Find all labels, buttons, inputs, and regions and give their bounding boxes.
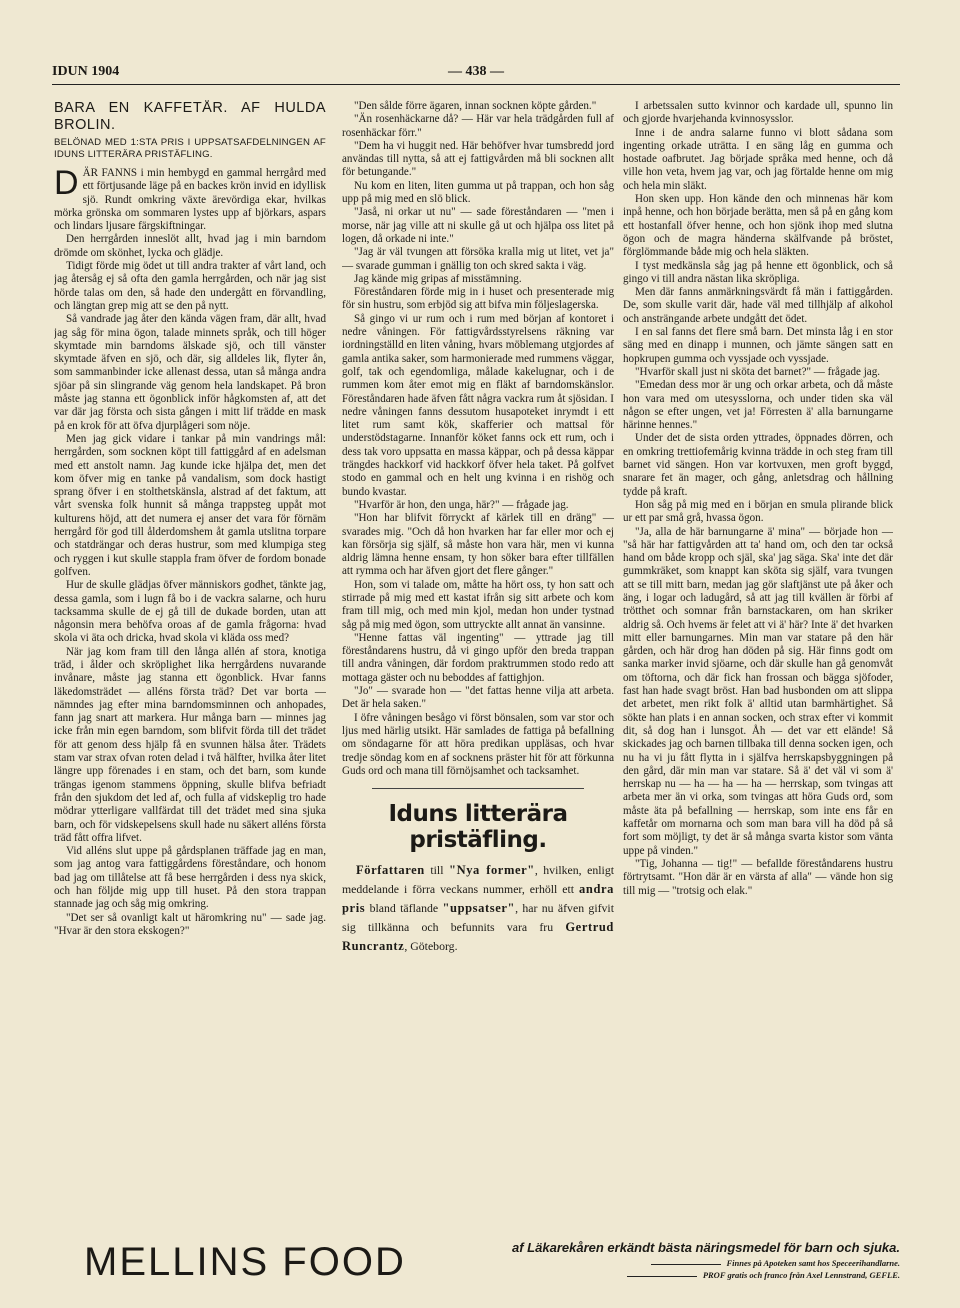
paragraph: "Hvarför skall just ni sköta det barnet?" — frågade jag. (635, 365, 881, 378)
journal-name: IDUN 1904 (52, 64, 120, 79)
paragraph: "Den sålde förre ägaren, innan socknen köpte gården." (354, 100, 597, 112)
ad-tagline: af Läkarekåren erkändt bästa näringsmedel för barn och sjuka. (512, 1240, 900, 1255)
paragraph: I tyst medkänsla såg jag på henne ett ögonblick, och så gingo vi till andra nästan lika skröpliga. (623, 259, 893, 285)
contest-work-title: "Nya former" (449, 863, 535, 878)
paragraph: Föreståndaren förde mig in i huset och presenterade mig för sin hustru, som erbjöd sig att bifva min följeslagerska. (342, 286, 614, 312)
contest-notice (342, 861, 614, 956)
paragraph: "Dem ha vi huggit ned. Här behöfver hvar tumsbredd jord användas till nytta, så att ej fattigvården må bli socknen allt för betungande." (342, 139, 614, 179)
paragraph: Så gingo vi ur rum och i rum med början af kontoret i nedre våningen. För fattigvårdsstyrelsens räkning var iordningställd en liten våning, hvars möblemang utgjordes af gamla antika saker, som harmonierade med rummens väggar, golf, tak och egendomliga, målade kakelugnar, och i de rummen kom åter emot mig en fläkt af barndomskänslor. Föreståndaren hade äfven fått några vackra rum åt sjösidan. I nedre våningen fanns dessutom husapoteket inrymdt i ett litet rum samt kök, skafferier och mattsal för understödstagarne. Innanför köket fanns ock ett rum, och i dess tak voro uppsatta en massa käppar, och på dessa käppar trängdes hackkorf vid hackkorf öfver hela taket. På golfvet stodo en gammal och en helt ung kvinna i en rishög och bundo kvastar. (342, 312, 614, 498)
contest-heading: Iduns litterära pristäfling. (388, 801, 568, 854)
ad-sample-offer: PROF gratis och franco från Axel Lennstrand, GEFLE. (627, 1270, 900, 1280)
paragraph: "Henne fattas väl ingenting" — yttrade jag till föreståndarens hustru, då vi gingo upför den breda trappan till andra våningen, där fordom praktrummen stodo redo att mottaga gäster och nu beboddes af fattighjon. (342, 631, 614, 684)
paragraph: "Jo" — svarade hon — "det fattas henne vilja att arbeta. Det är hela saken." (342, 685, 614, 711)
contest-prize: andra pris (342, 882, 614, 916)
paragraph: Den herrgården inneslöt allt, hvad jag i min barndom drömde om skönhet, lycka och glädje. (54, 233, 326, 259)
paragraph: Hon sken upp. Hon kände den och minnenas här kom inpå henne, och hon började berätta, men så på en gång kom ett hostanfall öfver henne, och hon sjönk ihop med slutna ögon och de magra händerna skälfvande på bröstet, förglömmande både mig och hela släkten. (623, 193, 893, 259)
paragraph: "Jaså, ni orkar ut nu" — sade föreståndaren — "men i morse, när jag ville att ni skulle gå ut och hjälpa oss litet på logen, då orkade ni inte." (342, 206, 614, 245)
column-3 (623, 100, 893, 1240)
column-2 (342, 100, 614, 1240)
paragraph: I arbetssalen sutto kvinnor och kardade ull, spunno lin och gjorde hvarjehanda kvinnosysslor. (623, 100, 893, 126)
page-number: — 438 — (448, 64, 504, 79)
col1-paragraphs (54, 233, 326, 938)
paragraph: "Emedan dess mor är ung och orkar arbeta, och då måste hon vara med om utesysslorna, och under tiden ska väl någon se efter ungen, vet ja! Förresten ä' alla barnungarne härinne hennes." (623, 379, 893, 432)
ad-availability: Finnes på Apoteken samt hos Speceerihandlarne. (651, 1258, 900, 1268)
contest-text: , har nu äfven gifvit sig tillkänna och befunnits vara fru (342, 901, 614, 935)
contest-text: , hvilken, enligt meddelande i förra veckans nummer, erhöll ett (342, 863, 614, 897)
paragraph: Men där fanns anmärkningsvärdt få män i fattiggården. De, som skulle varit där, hade väl med tillhjälp af alkohol och ansträngande arbete undgått det ödet. (623, 286, 893, 325)
section-divider (372, 788, 584, 789)
paragraph: Jag kände mig gripas af misstämning. (354, 272, 522, 285)
paragraph: "Jag är väl tvungen att försöka kralla mig ut litet, vet ja" — svarade gumman i gnällig ton och skred sakta i väg. (342, 246, 614, 272)
paragraph: Tidigt förde mig ödet ut till andra trakter af vårt land, och jag återsåg ej så ofta den gamla herrgården, och när jag sist hörde talas om den, så hade den undergått en förvandling, och längtan grep mig att se den på nytt. (54, 260, 326, 312)
paragraph: Så vandrade jag åter den kända vägen fram, där allt, hvad jag såg för mina ögon, talade minnets språk, och till höger skymtade min barndoms älskade sjö, och till vänster skymtade äfven en sjö, och där, sig alldeles lik, flyter ån, som sammanbinder icke allenast dessa, utan så många andra sjöar på sin slingrande väg genom hela landskapet. På bron måste jag stanna ett ögonblick inför hågkomsten af, att det var där jag första och sista gången i mitt lif trädde en mask på en krok för att öfva djurplågeri som nöje. (54, 313, 326, 432)
contest-author: Gertrud Runcrantz (342, 920, 614, 954)
drop-cap: D (54, 164, 79, 202)
story-subtitle: BELÖNAD MED 1:STA PRIS I UPPSATSAFDELNINGEN AF IDUNS LITTERÄRA PRISTÄFLING. (54, 137, 326, 160)
paragraph: När jag kom fram till den långa allén af stora, knotiga träd, i ålder och skröplighet lika herrgårdens nuvarande invånare, måste jag stanna ett ögonblick. Hvar fanns läkedomsträdet — alléns första träd? Det var borta — nämndes jag efter mina barndomsminnen och anhopades, fann jag snart att markera. Hur många barn — minnes jag icke från min egen barndom, som blifvit förda till det trädet för att genom dess hjälp få en svunnen hälsa åter. Trädets stam var strax ofvan roten delad i två hälfter, hvilka åter litet längre upp förenades i en stam, och det barn, som kunde trängas igenom stammens öppning, skulle blifva befriadt från den sjukdom det led af, och fulla af vidskeplig tro hade mödrar ytterligare vallfärdat till det trädet med sina sjuka barn, och för vidskepelsens skull hade nu säkert alléns första träd fått offra lifvet. (54, 645, 326, 844)
advertisement (52, 1240, 900, 1282)
opening-text: ÄR FANNS i min hembygd en gammal herrgård med ett förtjusande läge på en backes krön invid en idyllisk sjö. Rundt omkring växte ärevördiga ekar, hvilkas mörka grönska om sommaren lystes upp af björkars, aspars och lindars ljusare färgskiftningar. (54, 167, 326, 233)
paragraph: Hon såg på mig med en i början en smula plirande blick ur ett par små grå, hvassa ögon. (623, 498, 893, 525)
contest-lead: Författaren (356, 863, 425, 878)
paragraph: I öfre våningen besågo vi först bönsalen, som var stor och ljus med härlig utsikt. Här samlades de fattiga på befallning om söndagarne för att höra predikan uppläsas, och hvar tredje söndag kom en af socknens präster hit för att förkunna Guds ord och mana till förnöjsamhet och tacksamhet. (342, 711, 614, 777)
paragraph: "Hvarför är hon, den unga, här?" — frågade jag. (354, 498, 569, 511)
paragraph: "Tig, Johanna — tig!" — befallde föreståndarens hustru förtrytsamt. "Hon där är en värsta af alla" — vände hon sig till mig — "trotsig och elak." (623, 857, 893, 897)
paragraph: I en sal fanns det flere små barn. Det minsta låg i en stor säng med en dinapp i munnen, och jämte sängen satt en hopkrupen gumma och vyssjade och vyssjade. (623, 326, 893, 365)
contest-text: bland täflande (369, 901, 439, 916)
paragraph: Nu kom en liten, liten gumma ut på trappan, och hon såg upp på mig med en slö blick. (342, 179, 614, 206)
paragraph: Hon, som vi talade om, måtte ha hört oss, ty hon satt och stirrade på mig med ett kastat ifrån sig sitt arbete och kom fram till mig, och med min kjol, medan hon under tystnad såg på mig med ögon, som uttryckte allt annat än vansinne. (342, 578, 614, 631)
paragraph: Hur de skulle glädjas öfver människors godhet, tänkte jag, dessa gamla, som i lugn få bo i de vackra salarne, och huru tacksamma skulle de ej gå till de dukade borden, utan att någonsin mera behöfva oroas af de gamla frågorna: hvad skola vi äta och dricka, hvad skola vi kläda oss med? (54, 579, 326, 645)
contest-text: , Göteborg. (404, 939, 458, 954)
story-title: BARA EN KAFFETÅR. AF HULDA BROLIN. (54, 100, 326, 133)
paragraph: Men jag gick vidare i tankar på min vandrings mål: herrgården, som socknen köpt till fattiggård af en adelsman med ett anstolt namn. Jag kunde icke hjälpa det, men det kom öfver mig en tanke på vandalism, som dock hastigt sprang öfver i en stolthetskänsla, alstrad af det faktum, att vårt svenska folk hunnit så många trappsteg uppåt mot kulturens höjd, att det numera ej anser det vara för förnäm herrgård för god till ålderdomshem åt gamla utslitna torpare och statdrängar och deras hustrur, som med klumpiga steg och ryggen i kut skulle stappla fram öfver de fordom bonade golfven. (54, 432, 326, 578)
paragraph: "Hon har blifvit förryckt af kärlek till en dräng" — svarades mig. "Och då hon hvarken har far eller mor och ej kan försörja sig själf, så måste hon vara här, men vi kunna aldrig lämna henne ensam, ty hon söker bara efter tillfällen att rymma och har äfven gjort det flere gånger." (342, 512, 614, 578)
contest-category: "uppsatser" (442, 901, 516, 916)
paragraph: "Det ser så ovanligt kalt ut häromkring nu" — sade jag. "Hvar är den stora ekskogen?" (54, 911, 326, 937)
paragraph: "Ja, alla de här barnungarne ä' mina" — började hon — "så här har fattigvården att ta' hand om, och den tar också hand om både kropp och själ, ska' jag säga. Ska' inte det där gummkräket, som knappt kan sköta sig själf, vara tvungen att se till mitt barn, medan jag gör slaftjänst ute på åker och äng, i logar och ladugård, så att jag till kvällen är förbi af trötthet och somnar från barnstackaren, om han skriker aldrig så. Och hvems är felet att vi ä' här? Inte ä' det hvarken mitt eller barnungarnes. Min man var statare på den här gården, och här drog han döden på sig. Här finns godt om sanka marker invid sjöarne, och där skulle han gå genomvåt om töftorna, och där fick han frossan och bägga sjöfoder, fast han hade svagt bröst. Han bad husbonden om att slippa det arbetet, men rikt folk ä' alltid utan barmhärtighet. Så sökte han plats i en annan socken, och strax efter vi kommit dit, så dog han i lunsgot. Åh — det var ett elände! Så skickades jag och barnen tillbaka till denna socken igen, och nu ha vi ju fått flytta in i själfva herrskapsbyggningen på den gård, där min man var statare. Så ä' det väl vi som ä' herrskap nu — ha — ha — ha — herrskap, som tvingas att arbeta mer än vi orka, som tvingas att höra Guds ord, som måste äta på befallning — herrskap, som inte ens får en kaffetår om mornarna och som man bara vill ha död på så fort som möjligt, ty det är så många svarta kistor som vänta uppe på vinden." (623, 525, 893, 857)
paragraph: Vid alléns slut uppe på gårdsplanen träffade jag en man, som jag antog vara fattiggårdens föreståndare, och honom bad jag om tillåtelse att få bese herrgården i dess nya skick, och han följde mig upp till huset. På den stora trappan stannade jag och såg mig omkring. (54, 845, 326, 911)
paragraph: "Än rosenhäckarne då? — Här var hela trädgården full af rosenhäckar förr." (342, 113, 614, 139)
contest-text: till (430, 863, 444, 878)
paragraph: Under det de sista orden yttrades, öppnades dörren, och en omkring trettiofemårig kvinna trädde in och steg fram till barnet vid sängen. Hon var kortvuxen, men groft byggd, snarare fet än mager, och gång, anletsdrag och hållning tydde på kraft. (623, 432, 893, 498)
opening-paragraph (54, 164, 326, 233)
ad-brand-logo: MELLINS FOOD (84, 1240, 406, 1284)
paragraph: Inne i de andra salarne funno vi blott sådana som ingenting orkade uträtta. I en säng låg en gumma och hostade oafbrutet. Jag började språka med henne, och då ville hon veta, hvem jag var, och jag förtalde henne om mig och hela min släkt. (623, 126, 893, 192)
running-head (52, 62, 900, 85)
column-1 (54, 100, 326, 1240)
